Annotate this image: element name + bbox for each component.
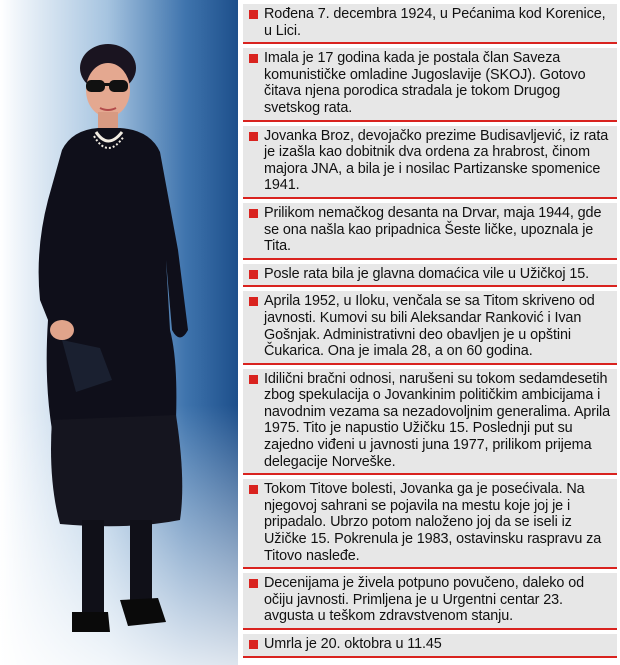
- fact-text: Tokom Titove bolesti, Jovanka ga je posećivala. Na njegovoj sahrani se pojavila na mestu koje joj je i pripadalo. Ubrzo potom naloženo joj da se iseli iz Užičke 15. Pokrenula je 1983, ostavinsku raspravu za Titovo nasleđe.: [264, 481, 602, 564]
- red-square-bullet-icon: [249, 209, 258, 218]
- red-square-bullet-icon: [249, 579, 258, 588]
- fact-text: Jovanka Broz, devojačko prezime Budisavljević, iz rata je izašla kao dobitnik dva ordena za hrabrost, činom majora JNA, a bila je i nosilac Partizanske spomenice 1941.: [264, 127, 609, 194]
- fact-item-drvar: [243, 203, 617, 260]
- fact-item-skoj: [243, 48, 617, 121]
- fact-text: Umrla je 20. oktobra u 11.45: [264, 636, 442, 652]
- fact-item-funeral: [243, 479, 617, 569]
- fact-item-marriage: [243, 369, 617, 476]
- red-square-bullet-icon: [249, 297, 258, 306]
- red-square-bullet-icon: [249, 54, 258, 63]
- fact-text: Imala je 17 godina kada je postala član Saveza komunističke omladine Jugoslavije (SKOJ). Gotovo čitava njena porodica stradala je tokom Drugog svetskog rata.: [264, 50, 586, 116]
- fact-item-wedding: [243, 291, 617, 364]
- fact-text: Aprila 1952, u Iloku, venčala se sa Titom skriveno od javnosti. Kumovi su bili Aleksandar Ranković i Ivan Gošnjak. Administrativni deo obavljen je u opštini Čukarica. Ona je imala 28, a on 60 godina.: [264, 293, 595, 360]
- facts-list: [243, 4, 617, 662]
- woman-photo-illustration: [0, 0, 240, 665]
- red-square-bullet-icon: [249, 485, 258, 494]
- fact-item-hospital: [243, 573, 617, 630]
- fact-text: Rođena 7. decembra 1924, u Pećanima kod Korenice, u Lici.: [264, 6, 606, 39]
- fact-item-death: [243, 634, 617, 658]
- fact-item-hostess: [243, 264, 617, 288]
- fact-text: Idilični bračni odnosi, narušeni su tokom sedamdesetih zbog spekulacija o Jovankinim političkim ambicijama i navodnim vezama sa nezadovoljnim generalima. Aprila 1975. Tito je napustio Užičku 15. Poslednji put su zajedno viđeni u javnosti juna 1977, prilikom prijema delegacije Norveške.: [264, 370, 611, 470]
- red-square-bullet-icon: [249, 132, 258, 141]
- fact-text: Prilikom nemačkog desanta na Drvar, maja 1944, gde se ona našla kao pripadnica Šeste ličke, upoznala je Tita.: [264, 204, 602, 255]
- red-square-bullet-icon: [249, 270, 258, 279]
- fact-text: Decenijama je živela potpuno povučeno, daleko od očiju javnosti. Primljena je u Urgentni centar 23. avgusta u teškom zdravstvenom stanju.: [264, 575, 585, 625]
- red-square-bullet-icon: [249, 640, 258, 649]
- fact-item-war: [243, 126, 617, 199]
- fact-item-birth: [243, 4, 617, 44]
- fact-text: Posle rata bila je glavna domaćica vile u Užičkoj 15.: [264, 265, 590, 282]
- red-square-bullet-icon: [249, 10, 258, 19]
- red-square-bullet-icon: [249, 375, 258, 384]
